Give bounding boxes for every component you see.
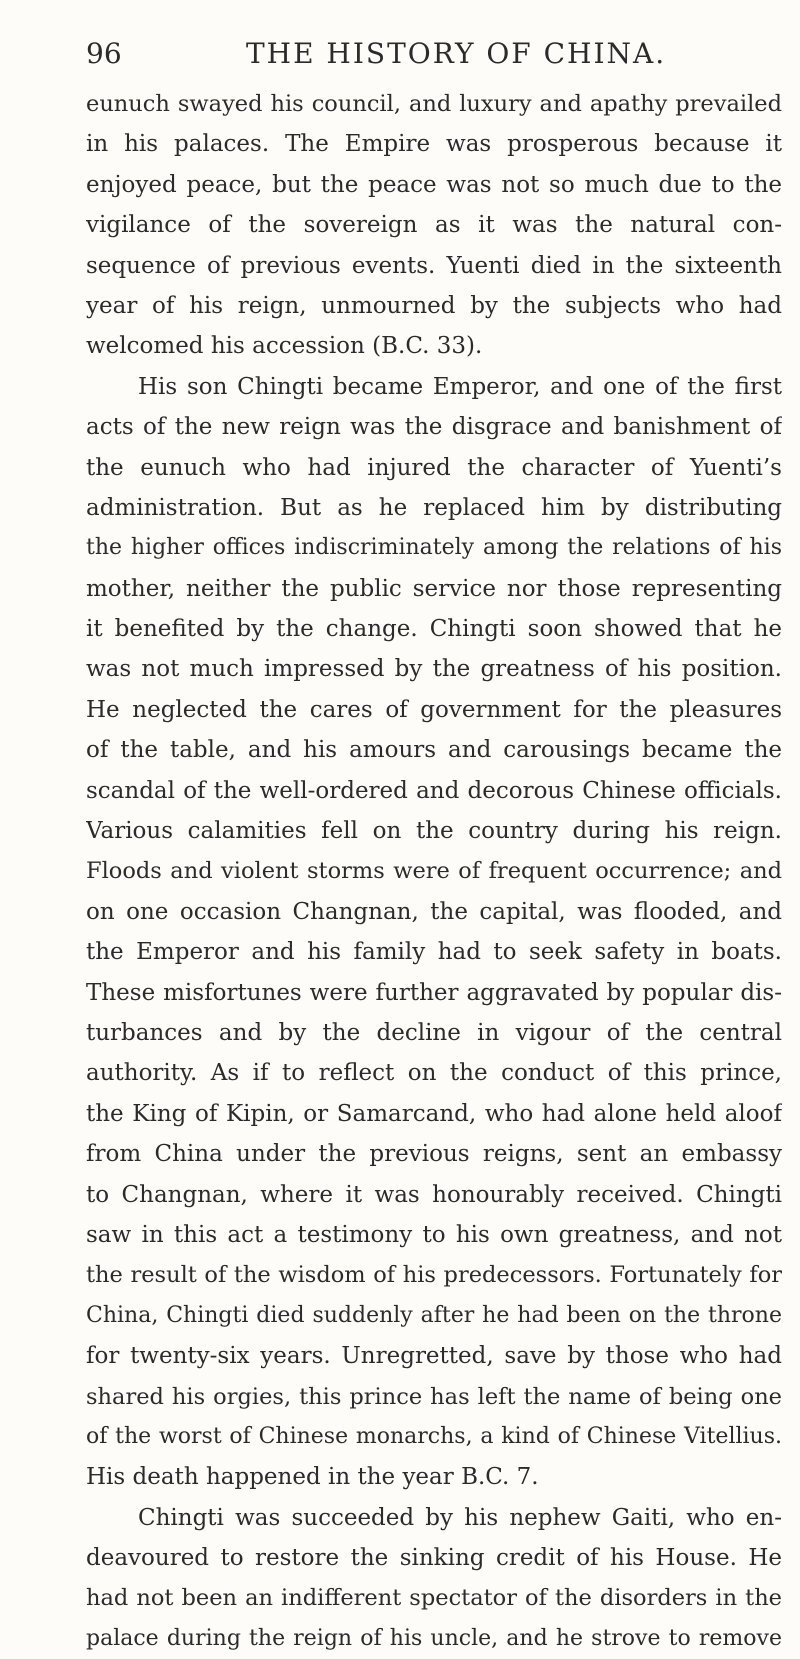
text-line: Various calamities fell on the country during his reign. — [86, 818, 782, 845]
text-line: saw in this act a testimony to his own greatness, and not — [86, 1221, 782, 1248]
text-line: These misfortunes were further aggravated by popular dis- — [86, 979, 782, 1006]
text-line: enjoyed peace, but the peace was not so much due to the — [86, 171, 782, 198]
text-line: shared his orgies, this prince has left the name of being one — [86, 1383, 782, 1410]
text-line: eunuch swayed his council, and luxury and apathy prevailed — [86, 91, 782, 117]
text-line: the result of the wisdom of his predecessors. Fortunately for — [86, 1262, 782, 1289]
text-line: in his palaces. The Empire was prosperous because it — [86, 131, 782, 158]
text-line: turbances and by the decline in vigour of the central — [86, 1019, 782, 1046]
text-line: scandal of the well-ordered and decorous Chinese officials. — [86, 777, 782, 804]
running-head: THE HISTORY OF CHINA. — [246, 37, 667, 70]
text-line: His death happened in the year B.C. 7. — [86, 1464, 539, 1491]
text-line: year of his reign, unmourned by the subjects who had — [86, 292, 782, 319]
text-line: had not been an indifferent spectator of the disorders in the — [86, 1585, 782, 1612]
text-line: sequence of previous events. Yuenti died in the sixteenth — [86, 252, 782, 279]
text-line: was not much impressed by the greatness of his position. — [86, 656, 782, 683]
text-line: for twenty-six years. Unregretted, save by those who had — [86, 1343, 782, 1370]
text-line: the Emperor and his family had to seek safety in boats. — [86, 939, 782, 966]
text-line: the King of Kipin, or Samarcand, who had alone held aloof — [86, 1100, 782, 1127]
text-line: of the worst of Chinese monarchs, a kind of Chinese Vitellius. — [86, 1423, 782, 1449]
body-text — [86, 84, 782, 1659]
text-line: the eunuch who had injured the character of Yuenti’s — [86, 454, 782, 481]
page-header — [86, 30, 782, 80]
text-line: China, Chingti died suddenly after he had been on the throne — [86, 1302, 782, 1328]
text-line: on one occasion Changnan, the capital, was flooded, and — [86, 898, 782, 925]
text-line: of the table, and his amours and carousings became the — [86, 737, 782, 764]
text-line: mother, neither the public service nor those representing — [86, 575, 782, 602]
text-line: to Changnan, where it was honourably received. Chingti — [86, 1181, 782, 1208]
text-line: Floods and violent storms were of frequent occurrence; and — [86, 858, 782, 885]
text-line: administration. But as he replaced him by distributing — [86, 494, 782, 521]
text-line: from China under the previous reigns, sent an embassy — [86, 1141, 782, 1168]
text-line: deavoured to restore the sinking credit of his House. He — [86, 1545, 782, 1572]
page-number: 96 — [86, 37, 122, 70]
text-line: authority. As if to reflect on the conduct of this prince, — [86, 1060, 782, 1087]
text-line: palace during the reign of his uncle, and he strove to remove — [86, 1625, 782, 1651]
text-line: He neglected the cares of government for the pleasures — [86, 696, 782, 723]
text-line: His son Chingti became Emperor, and one of the first — [138, 373, 782, 400]
text-line: welcomed his accession (B.C. 33). — [86, 333, 483, 360]
text-line: it benefited by the change. Chingti soon showed that he — [86, 616, 782, 643]
text-line: vigilance of the sovereign as it was the natural con- — [86, 212, 782, 239]
text-line: the higher offices indiscriminately among the relations of his — [86, 535, 782, 561]
text-line: Chingti was succeeded by his nephew Gaiti, who en- — [138, 1504, 782, 1531]
text-line: acts of the new reign was the disgrace and banishment of — [86, 414, 782, 441]
